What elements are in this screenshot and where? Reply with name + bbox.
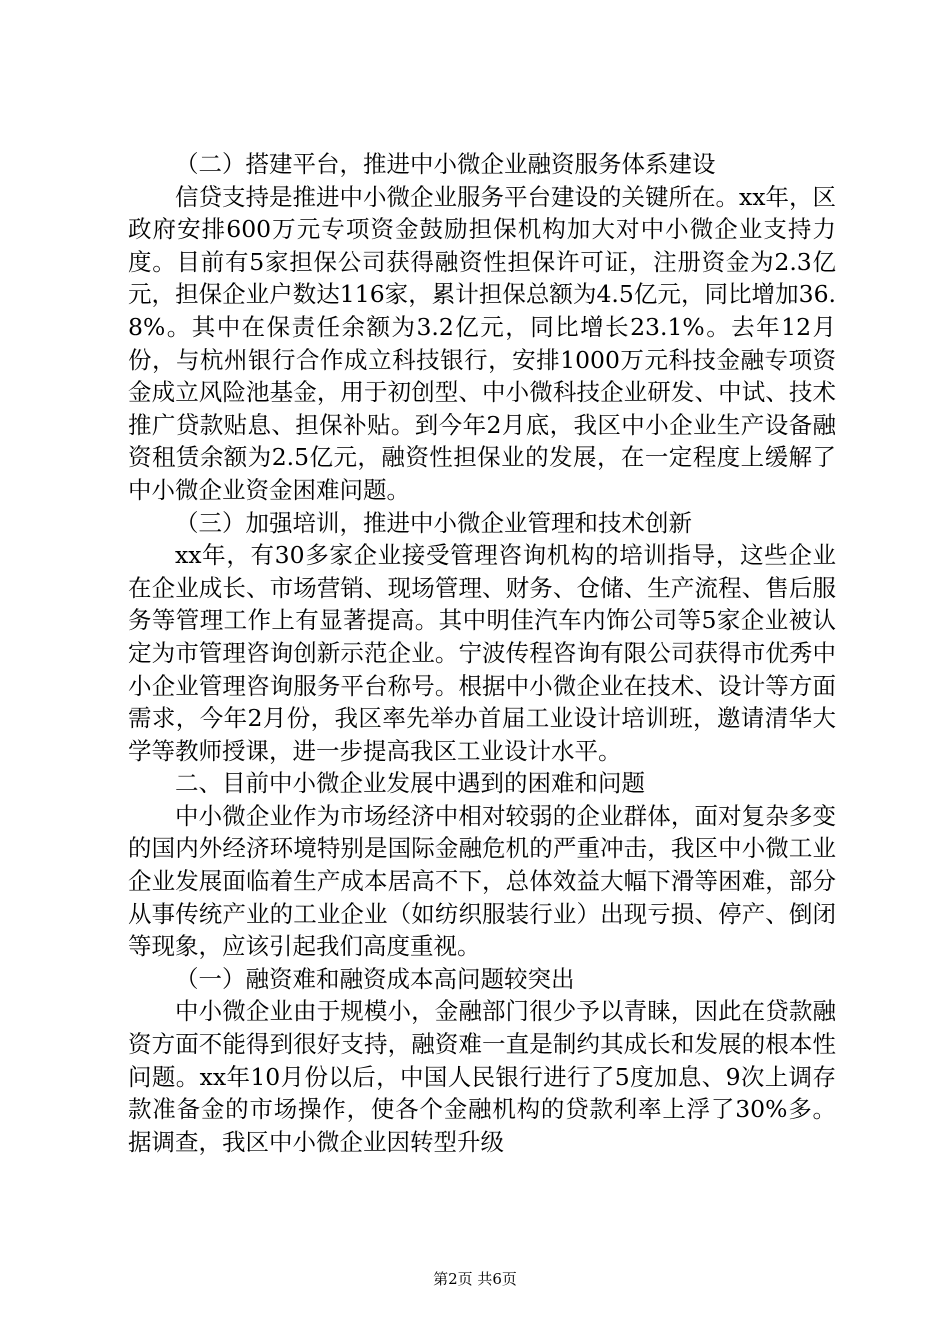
section-heading-training: （三）加强培训，推进中小微企业管理和技术创新 [175,508,692,537]
paragraph-financing: 中小微企业由于规模小，金融部门很少予以青睐，因此在贷款融资方面不能得到很好支持，融资难一直是制约其成长和发展的根本性问题。xx年10月份以后，中国人民银行进行了5度加息、9次上调存款准备金的市场操作，使各个金融机构的贷款利率上浮了30%多。据调查，我区中小微企业因转型升级 [128,997,836,1156]
paragraph-training: xx年，有30多家企业接受管理咨询机构的培训指导，这些企业在企业成长、市场营销、现场管理、财务、仓储、生产流程、售后服务等管理工作上有显著提高。其中明佳汽车内饰公司等5家企业被认定为市管理咨询创新示范企业。宁波传程咨询有限公司获得市优秀中小企业管理咨询服务平台称号。根据中小微企业在技术、设计等方面需求，今年2月份，我区率先举办首届工业设计培训班，邀请清华大学等教师授课，进一步提高我区工业设计水平。 [128,541,836,765]
paragraph-credit-support: 信贷支持是推进中小微企业服务平台建设的关键所在。xx年，区政府安排600万元专项资金鼓励担保机构加大对中小微企业支持力度。目前有5家担保公司获得融资性担保许可证，注册资金为2.3亿元，担保企业户数达116家，累计担保总额为4.5亿元，同比增加36.8%。其中在保责任余额为3.2亿元，同比增长23.1%。去年12月份，与杭州银行合作成立科技银行，安排1000万元科技金融专项资金成立风险池基金，用于初创型、中小微科技企业研发、中试、技术推广贷款贴息、担保补贴。到今年2月底，我区中小企业生产设备融资租赁余额为2.5亿元，融资性担保业的发展，在一定程度上缓解了中小微企业资金困难问题。 [128,182,837,504]
section-heading-financing: （一）融资难和融资成本高问题较突出 [175,964,575,993]
document-body [128,148,836,1158]
section-heading-problems: 二、目前中小微企业发展中遇到的困难和问题 [175,769,645,798]
paragraph-problems: 中小微企业作为市场经济中相对较弱的企业群体，面对复杂多变的国内外经济环境特别是国际金融危机的严重冲击，我区中小微工业企业发展面临着生产成本居高不下，总体效益大幅下滑等困难，部分从事传统产业的工业企业（如纺织服装行业）出现亏损、停产、倒闭等现象，应该引起我们高度重视。 [128,801,836,961]
section-heading-platform: （二）搭建平台，推进中小微企业融资服务体系建设 [175,150,716,178]
page-number-footer: 第2页 共6页 [433,1270,517,1288]
